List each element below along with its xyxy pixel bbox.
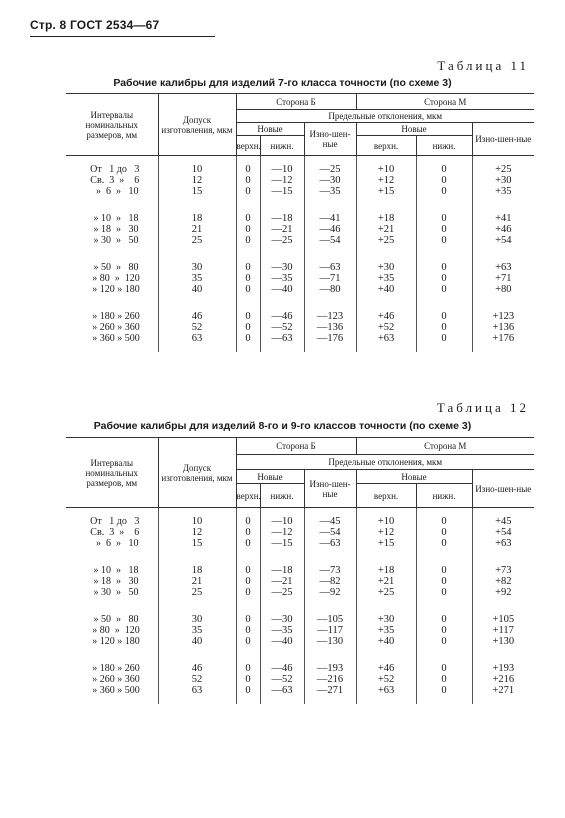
value-cell: 0 xyxy=(236,655,260,674)
value-cell: +46 xyxy=(356,303,416,322)
value-cell: +117 xyxy=(472,625,534,636)
value-cell: +46 xyxy=(472,224,534,235)
value-cell: 0 xyxy=(416,156,472,176)
value-cell: —35 xyxy=(260,625,304,636)
value-cell: +30 xyxy=(472,175,534,186)
header-limit-deviations: Предельные отклонения, мкм xyxy=(236,455,534,470)
value-cell: +21 xyxy=(356,224,416,235)
value-cell: —46 xyxy=(304,224,356,235)
value-cell: 10 xyxy=(158,508,236,528)
table-row xyxy=(66,625,534,636)
value-cell: 0 xyxy=(416,235,472,254)
value-cell: 0 xyxy=(416,606,472,625)
value-cell: —63 xyxy=(304,254,356,273)
table-row xyxy=(66,655,534,674)
value-cell: 0 xyxy=(416,685,472,704)
size-interval-cell: » 260 » 360 xyxy=(89,674,140,685)
value-cell: 0 xyxy=(236,576,260,587)
value-cell: +52 xyxy=(356,322,416,333)
value-cell: +136 xyxy=(472,322,534,333)
table-row xyxy=(66,557,534,576)
value-cell: 35 xyxy=(158,625,236,636)
size-interval-cell: » 6 » 10 xyxy=(91,186,139,197)
value-cell: 0 xyxy=(236,284,260,303)
value-cell: 30 xyxy=(158,254,236,273)
value-cell: 0 xyxy=(236,538,260,557)
value-cell: 18 xyxy=(158,557,236,576)
header-upper-b: верхн. xyxy=(236,136,260,156)
value-cell: +271 xyxy=(472,685,534,704)
value-cell: 0 xyxy=(416,303,472,322)
value-cell: 0 xyxy=(236,527,260,538)
value-cell: —46 xyxy=(260,655,304,674)
value-cell: 21 xyxy=(158,576,236,587)
value-cell: —73 xyxy=(304,557,356,576)
value-cell: 12 xyxy=(158,527,236,538)
header-upper-b: верхн. xyxy=(236,484,260,508)
value-cell: —40 xyxy=(260,284,304,303)
value-cell: 0 xyxy=(416,254,472,273)
value-cell: —52 xyxy=(260,674,304,685)
value-cell: —54 xyxy=(304,235,356,254)
value-cell: —82 xyxy=(304,576,356,587)
value-cell: +18 xyxy=(356,205,416,224)
value-cell: —45 xyxy=(304,508,356,528)
value-cell: 0 xyxy=(416,636,472,655)
table-row xyxy=(66,322,534,333)
value-cell: +216 xyxy=(472,674,534,685)
value-cell: 0 xyxy=(416,655,472,674)
value-cell: 0 xyxy=(236,557,260,576)
table-row xyxy=(66,273,534,284)
value-cell: 15 xyxy=(158,538,236,557)
value-cell: —123 xyxy=(304,303,356,322)
size-interval-cell: » 180 » 260 xyxy=(89,663,140,674)
value-cell: +41 xyxy=(472,205,534,224)
table-11-caption: Рабочие калибры для изделий 7-го класса точности (по схеме 3) xyxy=(113,77,452,89)
table-row xyxy=(66,587,534,606)
header-lower-b: нижн. xyxy=(260,484,304,508)
value-cell: +176 xyxy=(472,333,534,352)
value-cell: —41 xyxy=(304,205,356,224)
value-cell: —18 xyxy=(260,205,304,224)
value-cell: +63 xyxy=(356,333,416,352)
value-cell: +10 xyxy=(356,508,416,528)
value-cell: —92 xyxy=(304,587,356,606)
table-row xyxy=(66,636,534,655)
value-cell: 0 xyxy=(236,156,260,176)
value-cell: 0 xyxy=(236,508,260,528)
value-cell: 0 xyxy=(236,587,260,606)
value-cell: +73 xyxy=(472,557,534,576)
value-cell: —271 xyxy=(304,685,356,704)
value-cell: 0 xyxy=(236,685,260,704)
value-cell: +45 xyxy=(472,508,534,528)
value-cell: 0 xyxy=(416,205,472,224)
header-lower-m: нижн. xyxy=(416,484,472,508)
size-interval-cell: » 10 » 18 xyxy=(91,213,139,224)
table-11-number: Таблица 11 xyxy=(437,58,529,73)
table-row xyxy=(66,576,534,587)
table-row xyxy=(66,175,534,186)
value-cell: +40 xyxy=(356,636,416,655)
value-cell: 0 xyxy=(416,527,472,538)
table-row xyxy=(66,685,534,704)
table-row xyxy=(66,186,534,205)
table-11 xyxy=(66,93,534,352)
table-row xyxy=(66,235,534,254)
header-upper-m: верхн. xyxy=(356,484,416,508)
size-interval-cell: » 260 » 360 xyxy=(89,322,140,333)
value-cell: 35 xyxy=(158,273,236,284)
header-side-m: Сторона М xyxy=(356,94,534,110)
header-lower-m: нижн. xyxy=(416,136,472,156)
value-cell: —12 xyxy=(260,175,304,186)
size-interval-cell: » 180 » 260 xyxy=(89,311,140,322)
value-cell: —71 xyxy=(304,273,356,284)
page-header: Стр. 8 ГОСТ 2534—67 xyxy=(30,18,160,32)
value-cell: +30 xyxy=(356,606,416,625)
table-row xyxy=(66,303,534,322)
header-lower-b: нижн. xyxy=(260,136,304,156)
value-cell: 0 xyxy=(236,175,260,186)
value-cell: +25 xyxy=(356,235,416,254)
table-row xyxy=(66,156,534,176)
value-cell: 0 xyxy=(236,625,260,636)
value-cell: +21 xyxy=(356,576,416,587)
value-cell: +35 xyxy=(472,186,534,205)
value-cell: —12 xyxy=(260,527,304,538)
value-cell: 25 xyxy=(158,587,236,606)
value-cell: —46 xyxy=(260,303,304,322)
size-interval-cell: » 80 » 120 xyxy=(89,273,140,284)
value-cell: 12 xyxy=(158,175,236,186)
value-cell: 0 xyxy=(416,175,472,186)
value-cell: 0 xyxy=(416,538,472,557)
header-worn-m: Изно-шен-ные xyxy=(472,470,534,508)
header-side-b: Сторона Б xyxy=(236,94,356,110)
header-tolerance: Допуск изготовления, мкм xyxy=(158,94,236,156)
value-cell: +80 xyxy=(472,284,534,303)
table-row xyxy=(66,284,534,303)
size-interval-cell: » 6 » 10 xyxy=(91,538,139,549)
value-cell: —216 xyxy=(304,674,356,685)
value-cell: —30 xyxy=(304,175,356,186)
size-interval-cell: » 18 » 30 xyxy=(91,576,139,587)
value-cell: —136 xyxy=(304,322,356,333)
table-row xyxy=(66,606,534,625)
table-row xyxy=(66,674,534,685)
value-cell: —30 xyxy=(260,606,304,625)
value-cell: 0 xyxy=(236,636,260,655)
value-cell: 63 xyxy=(158,333,236,352)
value-cell: +12 xyxy=(356,175,416,186)
header-intervals: Интервалы номинальных размеров, мм xyxy=(66,438,158,508)
value-cell: —15 xyxy=(260,538,304,557)
value-cell: —15 xyxy=(260,186,304,205)
header-new-m: Новые xyxy=(356,470,472,484)
table-row xyxy=(66,224,534,235)
header-new-b: Новые xyxy=(236,470,304,484)
size-interval-cell: От 1 до 3 xyxy=(90,516,140,527)
size-interval-cell: » 50 » 80 xyxy=(91,614,139,625)
header-upper-m: верхн. xyxy=(356,136,416,156)
value-cell: +40 xyxy=(356,284,416,303)
value-cell: +12 xyxy=(356,527,416,538)
value-cell: 25 xyxy=(158,235,236,254)
header-worn-b: Изно-шен-ные xyxy=(304,123,356,156)
value-cell: —193 xyxy=(304,655,356,674)
value-cell: 0 xyxy=(236,303,260,322)
table-12 xyxy=(66,437,534,704)
table-row xyxy=(66,508,534,528)
value-cell: 0 xyxy=(236,186,260,205)
value-cell: +82 xyxy=(472,576,534,587)
value-cell: +15 xyxy=(356,186,416,205)
value-cell: +130 xyxy=(472,636,534,655)
value-cell: +92 xyxy=(472,587,534,606)
value-cell: +105 xyxy=(472,606,534,625)
value-cell: 21 xyxy=(158,224,236,235)
size-interval-cell: От 1 до 3 xyxy=(90,164,140,175)
value-cell: 30 xyxy=(158,606,236,625)
header-worn-b: Изно-шен-ные xyxy=(304,470,356,508)
value-cell: +35 xyxy=(356,625,416,636)
table-row xyxy=(66,254,534,273)
header-rule xyxy=(30,36,215,37)
value-cell: +30 xyxy=(356,254,416,273)
size-interval-cell: » 30 » 50 xyxy=(91,587,139,598)
value-cell: +52 xyxy=(356,674,416,685)
value-cell: +18 xyxy=(356,557,416,576)
value-cell: 0 xyxy=(416,557,472,576)
value-cell: —35 xyxy=(304,186,356,205)
value-cell: +63 xyxy=(472,254,534,273)
value-cell: —63 xyxy=(260,685,304,704)
value-cell: 0 xyxy=(236,224,260,235)
value-cell: —21 xyxy=(260,224,304,235)
value-cell: 0 xyxy=(236,674,260,685)
value-cell: +54 xyxy=(472,527,534,538)
value-cell: 63 xyxy=(158,685,236,704)
value-cell: 46 xyxy=(158,655,236,674)
value-cell: —21 xyxy=(260,576,304,587)
value-cell: —130 xyxy=(304,636,356,655)
value-cell: —25 xyxy=(260,235,304,254)
value-cell: 52 xyxy=(158,322,236,333)
value-cell: 52 xyxy=(158,674,236,685)
value-cell: 0 xyxy=(416,284,472,303)
header-tolerance: Допуск изготовления, мкм xyxy=(158,438,236,508)
header-side-m: Сторона М xyxy=(356,438,534,455)
value-cell: 0 xyxy=(416,576,472,587)
value-cell: +25 xyxy=(472,156,534,176)
value-cell: 0 xyxy=(416,508,472,528)
value-cell: +63 xyxy=(356,685,416,704)
size-interval-cell: » 18 » 30 xyxy=(91,224,139,235)
value-cell: —10 xyxy=(260,508,304,528)
table-row xyxy=(66,205,534,224)
value-cell: 0 xyxy=(416,186,472,205)
size-interval-cell: » 360 » 500 xyxy=(89,685,140,696)
value-cell: —10 xyxy=(260,156,304,176)
value-cell: —117 xyxy=(304,625,356,636)
value-cell: +123 xyxy=(472,303,534,322)
header-side-b: Сторона Б xyxy=(236,438,356,455)
value-cell: 10 xyxy=(158,156,236,176)
header-worn-m: Изно-шен-ные xyxy=(472,123,534,156)
value-cell: +15 xyxy=(356,538,416,557)
value-cell: 40 xyxy=(158,636,236,655)
header-new-m: Новые xyxy=(356,123,472,136)
value-cell: +25 xyxy=(356,587,416,606)
value-cell: 0 xyxy=(416,674,472,685)
value-cell: 0 xyxy=(416,333,472,352)
value-cell: +46 xyxy=(356,655,416,674)
value-cell: 0 xyxy=(236,606,260,625)
value-cell: —25 xyxy=(260,587,304,606)
value-cell: +35 xyxy=(356,273,416,284)
size-interval-cell: » 50 » 80 xyxy=(91,262,139,273)
value-cell: 0 xyxy=(236,235,260,254)
value-cell: —63 xyxy=(304,538,356,557)
value-cell: —105 xyxy=(304,606,356,625)
value-cell: —40 xyxy=(260,636,304,655)
header-new-b: Новые xyxy=(236,123,304,136)
value-cell: 40 xyxy=(158,284,236,303)
value-cell: +63 xyxy=(472,538,534,557)
table-row xyxy=(66,527,534,538)
value-cell: —54 xyxy=(304,527,356,538)
value-cell: —30 xyxy=(260,254,304,273)
value-cell: 0 xyxy=(236,254,260,273)
value-cell: 0 xyxy=(416,587,472,606)
table-row xyxy=(66,333,534,352)
value-cell: +54 xyxy=(472,235,534,254)
table-row xyxy=(66,538,534,557)
value-cell: 0 xyxy=(236,333,260,352)
value-cell: —35 xyxy=(260,273,304,284)
value-cell: —63 xyxy=(260,333,304,352)
value-cell: —80 xyxy=(304,284,356,303)
value-cell: 0 xyxy=(416,322,472,333)
value-cell: 0 xyxy=(236,273,260,284)
size-interval-cell: » 30 » 50 xyxy=(91,235,139,246)
value-cell: 0 xyxy=(236,205,260,224)
value-cell: —176 xyxy=(304,333,356,352)
value-cell: 15 xyxy=(158,186,236,205)
value-cell: —18 xyxy=(260,557,304,576)
value-cell: +10 xyxy=(356,156,416,176)
value-cell: +193 xyxy=(472,655,534,674)
value-cell: 0 xyxy=(416,273,472,284)
value-cell: 0 xyxy=(416,224,472,235)
size-interval-cell: » 120 » 180 xyxy=(89,636,140,647)
table-12-number: Таблица 12 xyxy=(436,400,529,415)
size-interval-cell: » 80 » 120 xyxy=(89,625,140,636)
header-limit-deviations: Предельные отклонения, мкм xyxy=(236,110,534,123)
table-12-caption: Рабочие калибры для изделий 8-го и 9-го классов точности (по схеме 3) xyxy=(93,420,472,432)
value-cell: 0 xyxy=(236,322,260,333)
value-cell: 18 xyxy=(158,205,236,224)
size-interval-cell: Св. 3 » 6 xyxy=(90,527,140,538)
size-interval-cell: » 10 » 18 xyxy=(91,565,139,576)
value-cell: —25 xyxy=(304,156,356,176)
size-interval-cell: Св. 3 » 6 xyxy=(90,175,140,186)
value-cell: 0 xyxy=(416,625,472,636)
size-interval-cell: » 120 » 180 xyxy=(89,284,140,295)
value-cell: +71 xyxy=(472,273,534,284)
header-intervals: Интервалы номинальных размеров, мм xyxy=(66,94,158,156)
value-cell: 46 xyxy=(158,303,236,322)
value-cell: —52 xyxy=(260,322,304,333)
size-interval-cell: » 360 » 500 xyxy=(89,333,140,344)
